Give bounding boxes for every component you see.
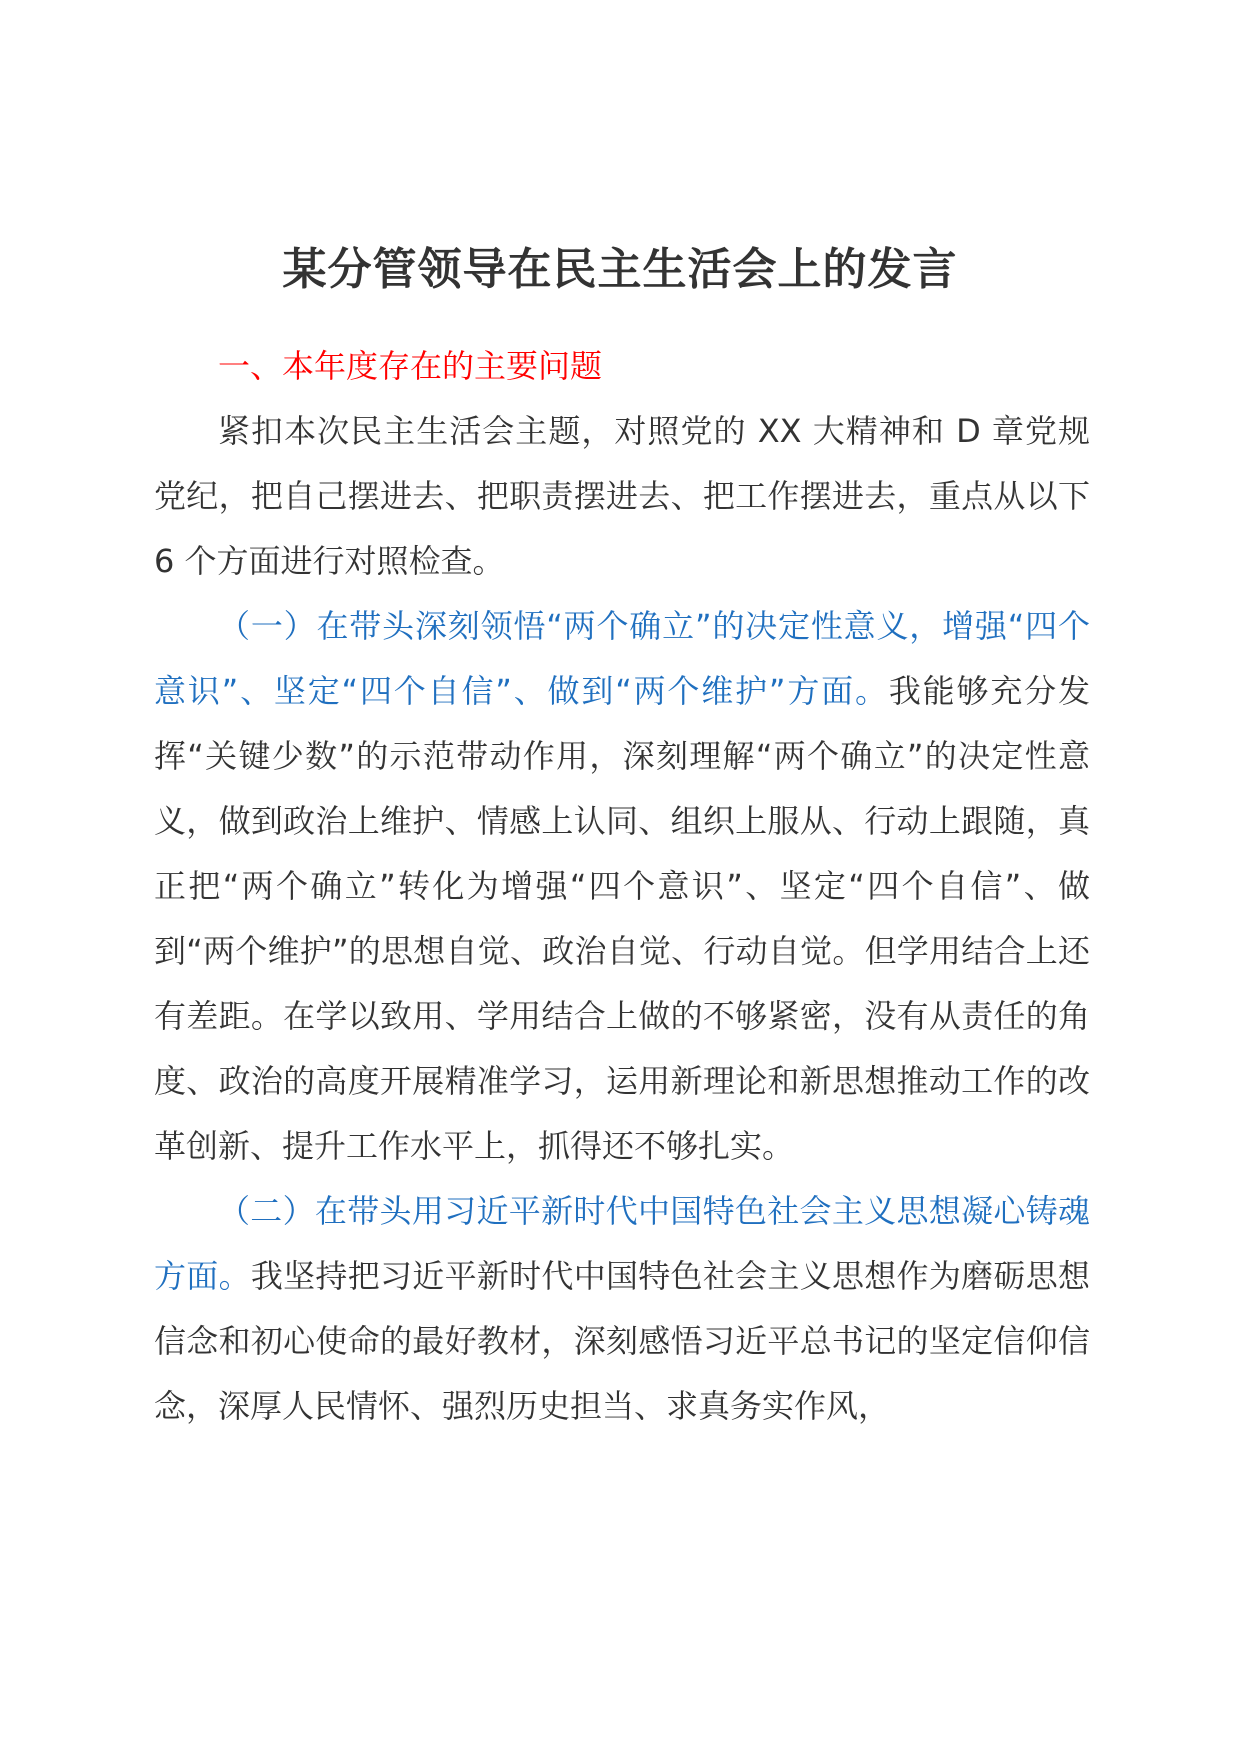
intro-paragraph: 紧扣本次民主生活会主题，对照党的 XX 大精神和 D 章党规党纪，把自己摆进去、把职责摆进去、把工作摆进去，重点从以下 6 个方面进行对照检查。: [154, 412, 1090, 580]
document-title: 某分管领导在民主生活会上的发言: [282, 244, 958, 295]
item-2-paragraph: [154, 1179, 1090, 1439]
item-2-body: 我坚持把习近平新时代中国特色社会主义思想作为磨砺思想信念和初心使命的最好教材，深刻感悟习近平总书记的坚定信仰信念，深厚人民情怀、强烈历史担当、求真务实作风，: [154, 1257, 1090, 1425]
item-1-paragraph: [154, 594, 1090, 1179]
document-body: [154, 334, 1090, 1439]
item-2-heading: （二）在带头用习近平新时代中国特色社会主义思想凝心铸魂方面。: [154, 1192, 1090, 1295]
section-heading: 一、本年度存在的主要问题: [218, 347, 603, 385]
item-1-heading: （一）在带头深刻领悟“两个确立”的决定性意义，增强“四个意识”、坚定“四个自信”、做到“两个维护”方面。: [154, 607, 1090, 710]
item-1-body: 我能够充分发挥“关键少数”的示范带动作用，深刻理解“两个确立”的决定性意义，做到政治上维护、情感上认同、组织上服从、行动上跟随，真正把“两个确立”转化为增强“四个意识”、坚定“四个自信”、做到“两个维护”的思想自觉、政治自觉、行动自觉。但学用结合上还有差距。在学以致用、学用结合上做的不够紧密，没有从责任的角度、政治的高度开展精准学习，运用新理论和新思想推动工作的改革创新、提升工作水平上，抓得还不够扎实。: [154, 672, 1090, 1165]
